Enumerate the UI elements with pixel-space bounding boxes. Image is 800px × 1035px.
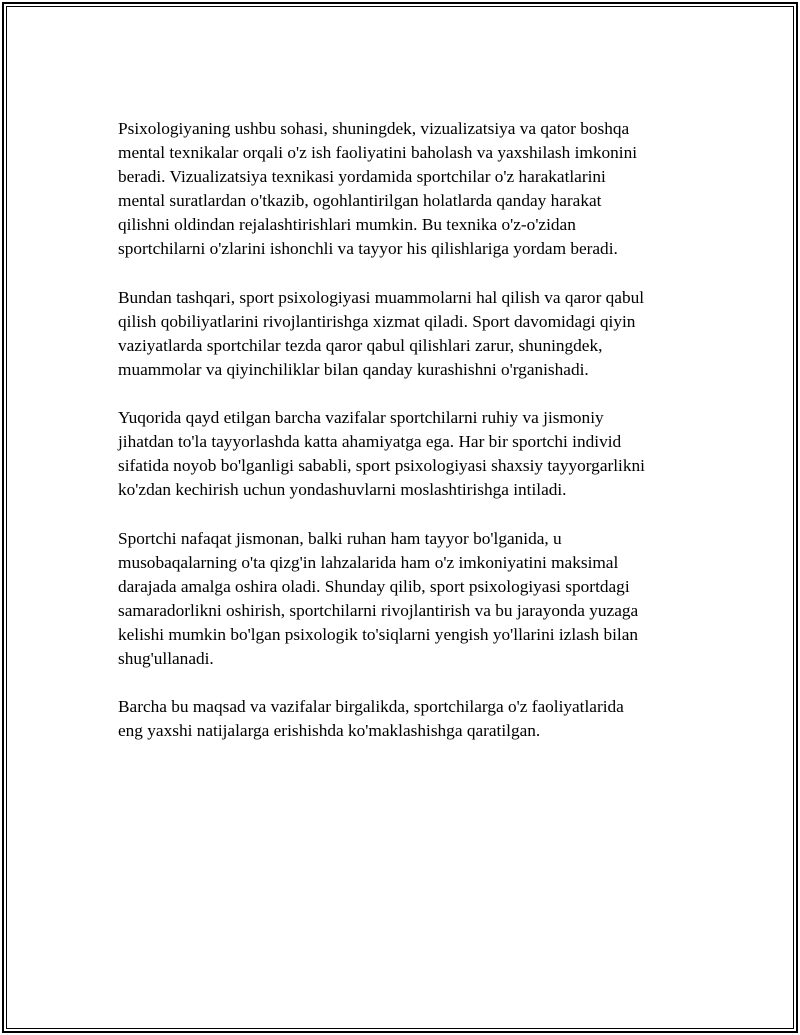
text-line: darajada amalga oshira oladi. Shunday qilib, sport psixologiyasi sportdagi	[118, 576, 630, 596]
document-body	[118, 117, 678, 768]
text-line: sportchilarni o'zlarini ishonchli va tayyor his qilishlariga yordam beradi.	[118, 239, 618, 259]
text-line: kelishi mumkin bo'lgan psixologik to'siqlarni yengish yo'llarini izlash bilan	[118, 624, 639, 644]
text-line: Bundan tashqari, sport psixologiyasi muammolarni hal qilish va qaror qabul	[118, 287, 645, 307]
text-line: Yuqorida qayd etilgan barcha vazifalar sportchilarni ruhiy va jismoniy	[118, 408, 604, 428]
text-line: musobaqalarning o'ta qizg'in lahzalarida ham o'z imkoniyatini maksimal	[118, 552, 619, 572]
text-line: Barcha bu maqsad va vazifalar birgalikda, sportchilarga o'z faoliyatlarida	[118, 697, 624, 717]
paragraph-3	[118, 406, 678, 502]
text-line: muammolar va qiyinchiliklar bilan qanday kurashishni o'rganishadi.	[118, 359, 589, 379]
paragraph-5	[118, 695, 678, 743]
paragraph-1	[118, 117, 678, 262]
text-line: vaziyatlarda sportchilar tezda qaror qabul qilishlari zarur, shuningdek,	[118, 335, 603, 355]
text-line: beradi. Vizualizatsiya texnikasi yordamida sportchilar o'z harakatlarini	[118, 167, 606, 187]
text-line: eng yaxshi natijalarga erishishda ko'maklashishga qaratilgan.	[118, 721, 541, 741]
text-line: samaradorlikni oshirish, sportchilarni rivojlantirish va bu jarayonda yuzaga	[118, 600, 639, 620]
text-line: Psixologiyaning ushbu sohasi, shuningdek, vizualizatsiya va qator boshqa	[118, 119, 630, 138]
text-line: ko'zdan kechirish uchun yondashuvlarni moslashtirishga intiladi.	[118, 480, 567, 500]
text-line: qilish qobiliyatlarini rivojlantirishga xizmat qiladi. Sport davomidagi qiyin	[118, 311, 636, 331]
text-line: mental texnikalar orqali o'z ish faoliyatini baholash va yaxshilash imkonini	[118, 143, 638, 163]
text-line: jihatdan to'la tayyorlashda katta ahamiyatga ega. Har bir sportchi individ	[118, 432, 622, 452]
paragraph-2	[118, 286, 678, 382]
text-line: sifatida noyob bo'lganligi sababli, sport psixologiyasi shaxsiy tayyorgarlikni	[118, 456, 645, 476]
text-line: mental suratlardan o'tkazib, ogohlantirilgan holatlarda qanday harakat	[118, 191, 602, 211]
text-line: Sportchi nafaqat jismonan, balki ruhan ham tayyor bo'lganida, u	[118, 528, 562, 548]
paragraph-4	[118, 527, 678, 672]
text-line: qilishni oldindan rejalashtirishlari mumkin. Bu texnika o'z-o'zidan	[118, 215, 576, 235]
text-line: shug'ullanadi.	[118, 649, 214, 669]
